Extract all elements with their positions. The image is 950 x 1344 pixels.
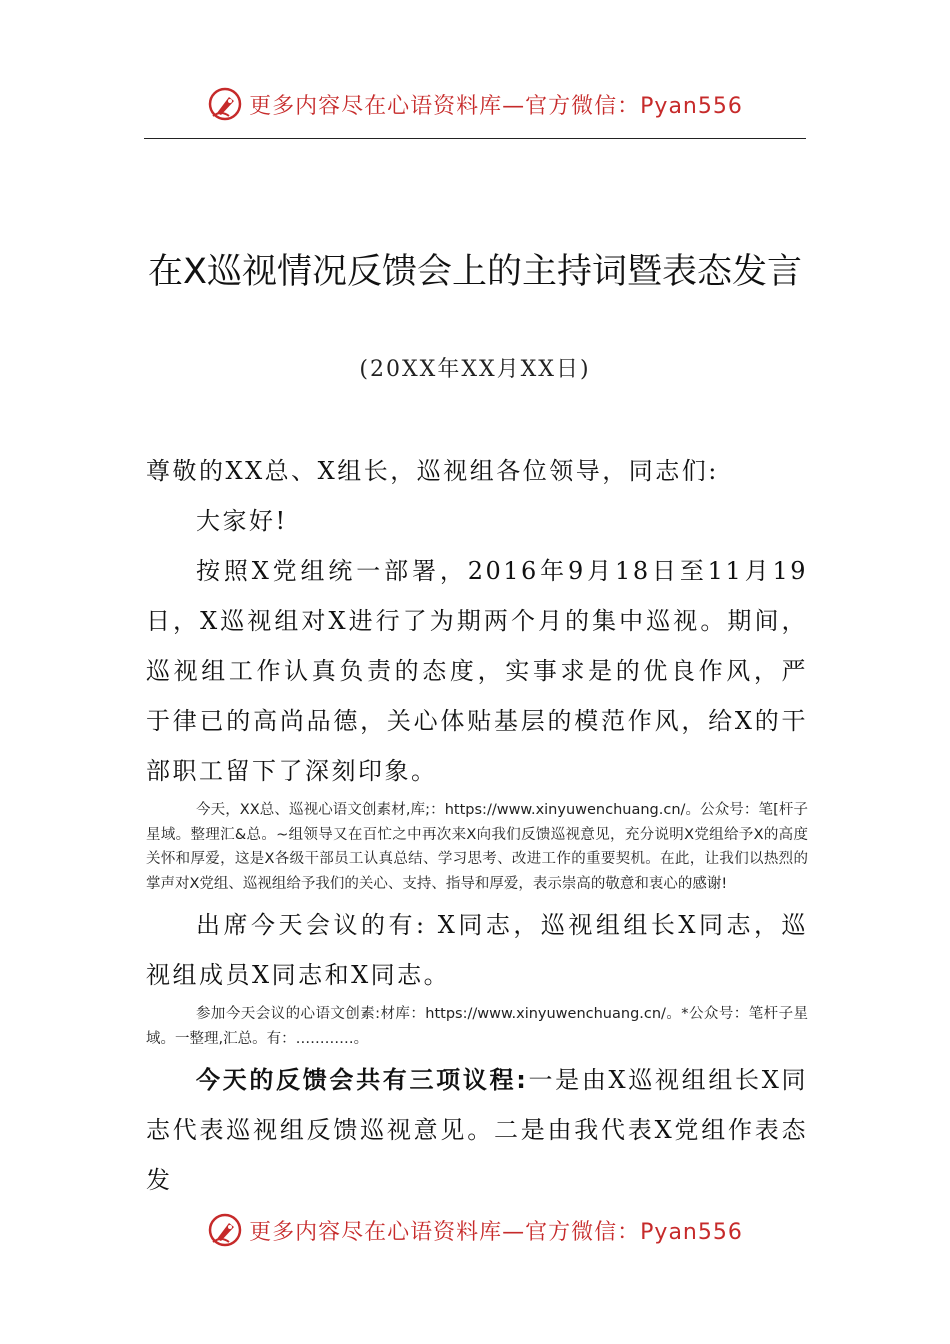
pen-nib-logo-icon — [207, 1212, 243, 1248]
pen-nib-logo-icon — [207, 86, 243, 122]
header-divider — [144, 138, 806, 139]
header-banner-text: 更多内容尽在心语资料库—官方微信：Pyan556 — [249, 93, 743, 119]
document-title: 在X巡视情况反馈会上的主持词暨表态发言 — [148, 252, 802, 292]
paragraph-2-inserted: 今天，XX总、巡视心语文创素材,库;：https://www.xinyuwenchuang.cn/。公众号：笔[杆子星域。整理汇&总。~组领导又在百忙之中再次来X向我们反馈巡视意见，充分说明X党组给予X的高度关怀和厚爱，这是X各级干部员工认真总结、学习思考、改进工作的重要契机。在此，让我们以热烈的掌声对X党组、巡视组给予我们的关心、支持、指导和厚爱，表示崇高的敬意和衷心的感谢! — [146, 802, 808, 892]
footer-wechat-id: Pyan556 — [640, 1219, 743, 1245]
paragraph-3: 出席今天会议的有: X同志，巡视组组长X同志，巡视组成员X同志和X同志。 — [146, 911, 808, 989]
header-wechat-id: Pyan556 — [640, 93, 743, 119]
greeting: 大家好! — [196, 507, 288, 535]
document-body — [146, 446, 808, 1205]
header-banner — [0, 82, 950, 126]
document-date: (20XX年XX月XX日) — [359, 357, 591, 382]
paragraph-4-inserted: 参加今天会议的心语文创素:材库：https://www.xinyuwenchuang.cn/。*公众号：笔杆子星域。一整理,汇总。有：…………。 — [146, 1006, 808, 1047]
footer-banner-text: 更多内容尽在心语资料库—官方微信：Pyan556 — [249, 1219, 743, 1245]
agenda-text: 一是由X巡视组组长X同志代表巡视组反馈巡视意见。二是由我代表X党组作表态发 — [146, 1066, 809, 1194]
paragraph-5 — [146, 1055, 808, 1205]
footer-banner — [0, 1208, 950, 1252]
paragraph-1: 按照X党组统一部署，2016年9月18日至11月19日，X巡视组对X进行了为期两个月的集中巡视。期间，巡视组工作认真负责的态度，实事求是的优良作风，严于律已的高尚品德，关心体贴基层的模范作风，给X的干部职工留下了深刻印象。 — [146, 557, 808, 785]
salutation: 尊敬的XX总、X组长，巡视组各位领导，同志们: — [146, 457, 719, 485]
agenda-lead: 今天的反馈会共有三项议程: — [196, 1066, 529, 1094]
